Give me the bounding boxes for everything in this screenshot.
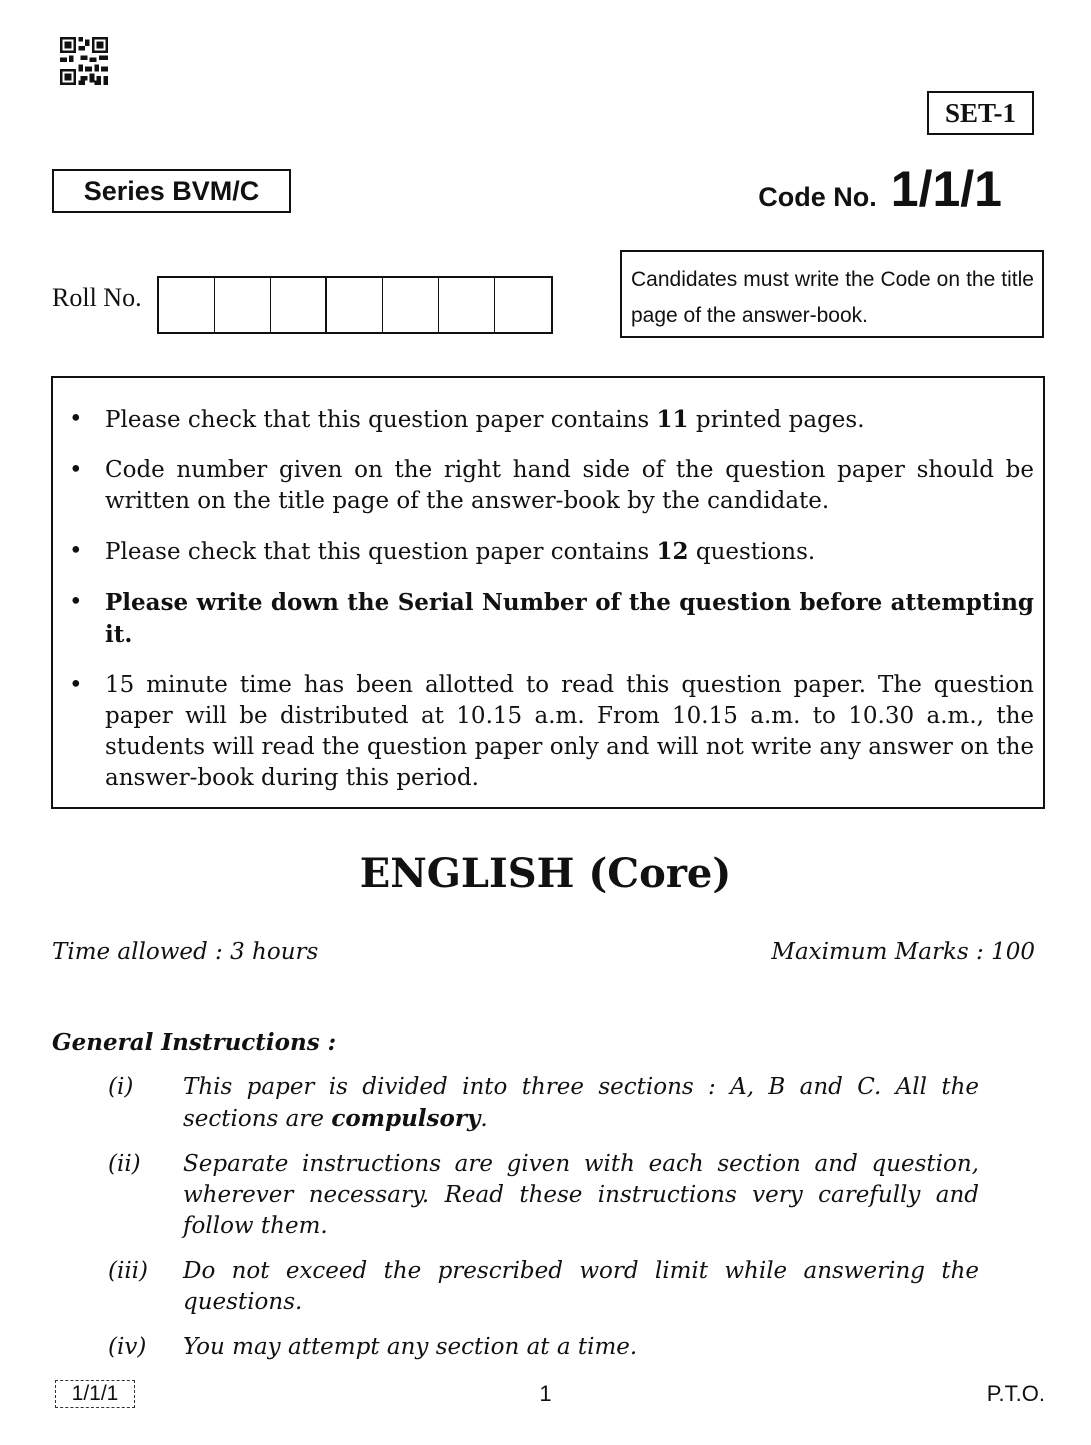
roll-number-cell — [495, 278, 551, 332]
instruction-item: • Please write down the Serial Number of the question before attempting it. — [63, 587, 1034, 651]
bullet-icon: • — [69, 672, 83, 698]
general-instruction-item: (iii) Do not exceed the prescribed word limit while answering the questions. — [108, 1258, 979, 1315]
candidate-note: Candidates must write the Code on the title page of the answer-book. — [620, 250, 1044, 338]
bullet-icon: • — [69, 589, 83, 615]
qr-code-icon — [60, 37, 108, 85]
code-number — [758, 160, 1002, 218]
series-label: Series BVM/C — [52, 169, 291, 213]
instruction-item: • 15 minute time has been allotted to read this question paper. The question paper will be distributed at 10.15 a.m. From 10.15 a.m. to 10.30 a.m., the students will read the question paper only and will not write any answer on the answer-book during this period. — [63, 670, 1034, 794]
general-instructions-list — [108, 1072, 979, 1377]
set-label: SET-1 — [927, 91, 1034, 135]
footer-code: 1/1/1 — [55, 1380, 135, 1408]
instruction-item: • Please check that this question paper contains 11 printed pages. — [63, 404, 1034, 436]
general-instruction-item: (ii) Separate instructions are given with each section and question, wherever necessary. Read these instructions very carefully and follow them. — [108, 1151, 979, 1239]
please-turn-over: P.T.O. — [986, 1381, 1045, 1406]
instructions-box — [51, 376, 1045, 809]
page-number: 1 — [539, 1381, 552, 1406]
roll-number-cell — [383, 278, 439, 332]
general-instruction-item: (iv) You may attempt any section at a time. — [108, 1334, 638, 1360]
roll-number-label: Roll No. — [52, 283, 142, 312]
roll-number-cell — [271, 278, 327, 332]
roll-number-cell — [439, 278, 495, 332]
instruction-item: • Code number given on the right hand side of the question paper should be written on the title page of the answer-book by the candidate. — [63, 455, 1034, 517]
code-number-value: 1/1/1 — [890, 161, 1002, 217]
bullet-icon: • — [69, 406, 83, 432]
roll-number-boxes — [157, 276, 553, 334]
paper-title: ENGLISH (Core) — [359, 850, 732, 897]
general-instruction-item: (i) This paper is divided into three sections : A, B and C. All the sections are compulsory. — [108, 1074, 979, 1132]
roll-number-cell — [215, 278, 271, 332]
maximum-marks: Maximum Marks : 100 — [771, 939, 1035, 965]
bullet-icon: • — [69, 457, 83, 483]
time-allowed: Time allowed : 3 hours — [52, 939, 319, 965]
roll-number-cell — [327, 278, 383, 332]
instruction-item: • Please check that this question paper contains 12 questions. — [63, 536, 1034, 568]
general-instructions-heading: General Instructions : — [52, 1029, 337, 1056]
roll-number-cell — [159, 278, 215, 332]
code-number-label: Code No. — [758, 182, 877, 212]
bullet-icon: • — [69, 538, 83, 564]
